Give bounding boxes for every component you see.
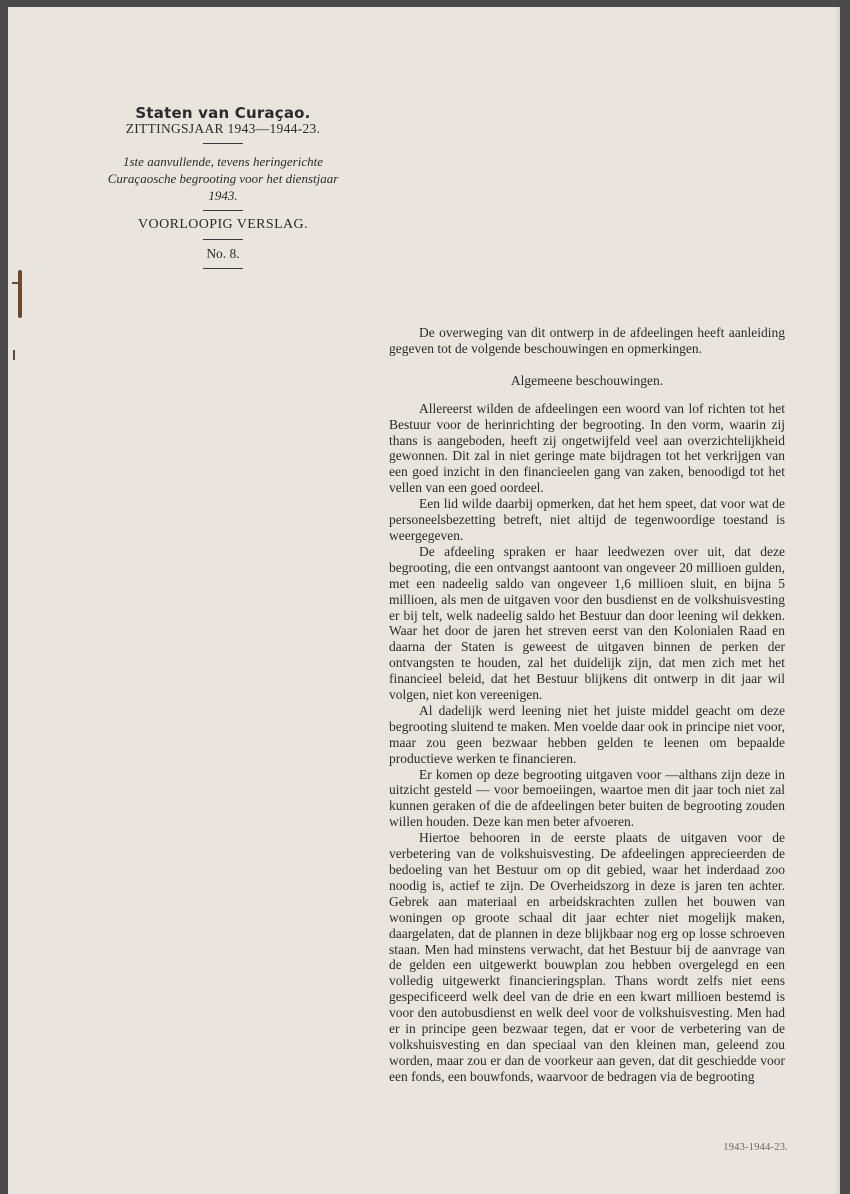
body-paragraph: Hiertoe behooren in de eerste plaats de uitgaven voor de verbetering van de volkshuisvesting. De afdeelingen apprecieerden de bedoeling van het Bestuur om op dit gebied, waar het inderdaad zoo noodig is, actief te zijn. De Overheidszorg in deze is jaren ten achter. Gebrek aan materiaal en arbeidskrachten zullen het bouwen van woningen op groote schaal dit jaar echter niet mogelijk maken, daargelaten, dat de plannen in deze blijkbaar nog erg op losse schroeven staan. Men had minstens verwacht, dat het Bestuur bij de aanvrage van de gelden een uitgewerkt bouwplan zou hebben overgelegd en een volledig uitgewerkt financieringsplan. Thans wordt zelfs niet eens gespecificeerd welk deel van de drie en een kwart millioen bestemd is voor den autobusdienst en welk deel voor de volkshuisvesting. Men had er in principe geen bezwaar tegen, dat er voor de verbetering van de volkshuisvesting en dan speciaal van den kleinen man, geleend zou worden, maar zou er dan de voorkeur aan geven, dat dit geschiedde voor een fonds, een bouwfonds, waarvoor de bedragen via de begrooting <box>389 830 785 1084</box>
header-divider <box>203 210 243 211</box>
report-number: No. 8. <box>206 246 240 261</box>
staple-mark <box>18 270 22 318</box>
staple-mark-notch <box>12 282 20 284</box>
section-heading: Algemeene beschouwingen. <box>510 372 664 388</box>
body-paragraph: Er komen op deze begrooting uitgaven voor —althans zijn deze in uitzicht gesteld — voor bemoeiingen, waartoe men dit jaar toch niet zal kunnen geraken of die de afdeelingen beter buiten de begrooting zouden willen houden. Deze kan men beter afvoeren. <box>389 766 785 830</box>
report-body <box>389 325 785 1085</box>
header-divider <box>203 143 243 144</box>
header-divider <box>203 239 243 240</box>
body-paragraph: Al dadelijk werd leening niet het juiste middel geacht om deze begrooting sluitend te maken. Men voelde daar ook in principe niet voor, maar zou geen bezwaar hebben gelden te leenen om bepaalde productieve werken te financieren. <box>389 702 785 766</box>
intro-paragraph: De overweging van dit ontwerp in de afdeelingen heeft aanleiding gegeven tot de volgende beschouwingen en opmerkingen. <box>389 325 785 356</box>
page-edge-shadow <box>834 7 840 1194</box>
bill-description: 1ste aanvullende, tevens heringerichte Curaçaosche begrooting voor het dienstjaar 1943. <box>107 154 339 203</box>
report-type: VOORLOOPIG VERSLAG. <box>138 217 308 232</box>
body-paragraph: Allereerst wilden de afdeelingen een woord van lof richten tot het Bestuur voor de herinrichting der begrooting. In den vorm, waarin zij thans is aangeboden, heeft zij ongetwijfeld veel aan overzichtelijkheid gewonnen. Dit zal in niet geringe mate bijdragen tot het verkrijgen van een goed inzicht in den financieelen gang van zaken, benoodigd tot het vellen van een goed oordeel. <box>389 400 785 496</box>
page-footer-reference: 1943-1944-23. <box>723 1142 788 1153</box>
header-divider <box>203 268 243 269</box>
page-title: Staten van Curaçao. <box>135 104 311 122</box>
document-header <box>98 105 348 273</box>
document-page <box>8 7 840 1194</box>
bleed-through-text <box>388 99 783 116</box>
body-paragraph: Een lid wilde daarbij opmerken, dat het hem speet, dat voor wat de personeelsbezetting betreft, niet altijd de tegenwoordige toestand is weergegeven. <box>389 496 785 543</box>
session-year: ZITTINGSJAAR 1943—1944-23. <box>125 121 321 136</box>
margin-tick-mark <box>13 350 15 360</box>
body-paragraph: De afdeeling spraken er haar leedwezen over uit, dat deze begrooting, die een ontvangst aantoont van ongeveer 20 millioen gulden, met een nadeelig saldo van ongeveer 1,6 millioen sluit, en bijna 5 millioen, als men de uitgaven voor den busdienst en de volkshuisvesting er bij telt, welk nadeelig saldo het Bestuur dan door leening wil dekken. Waar het door de jaren het streven eerst van den Kolonialen Raad en daarna der Staten is geweest de uitgaven binnen de perken der ontvangsten te houden, zal het duidelijk zijn, dat men zich met het financieel beleid, dat het Bestuur blijkens dit ontwerp in dit jaar wil volgen, niet kon vereenigen. <box>389 543 785 703</box>
